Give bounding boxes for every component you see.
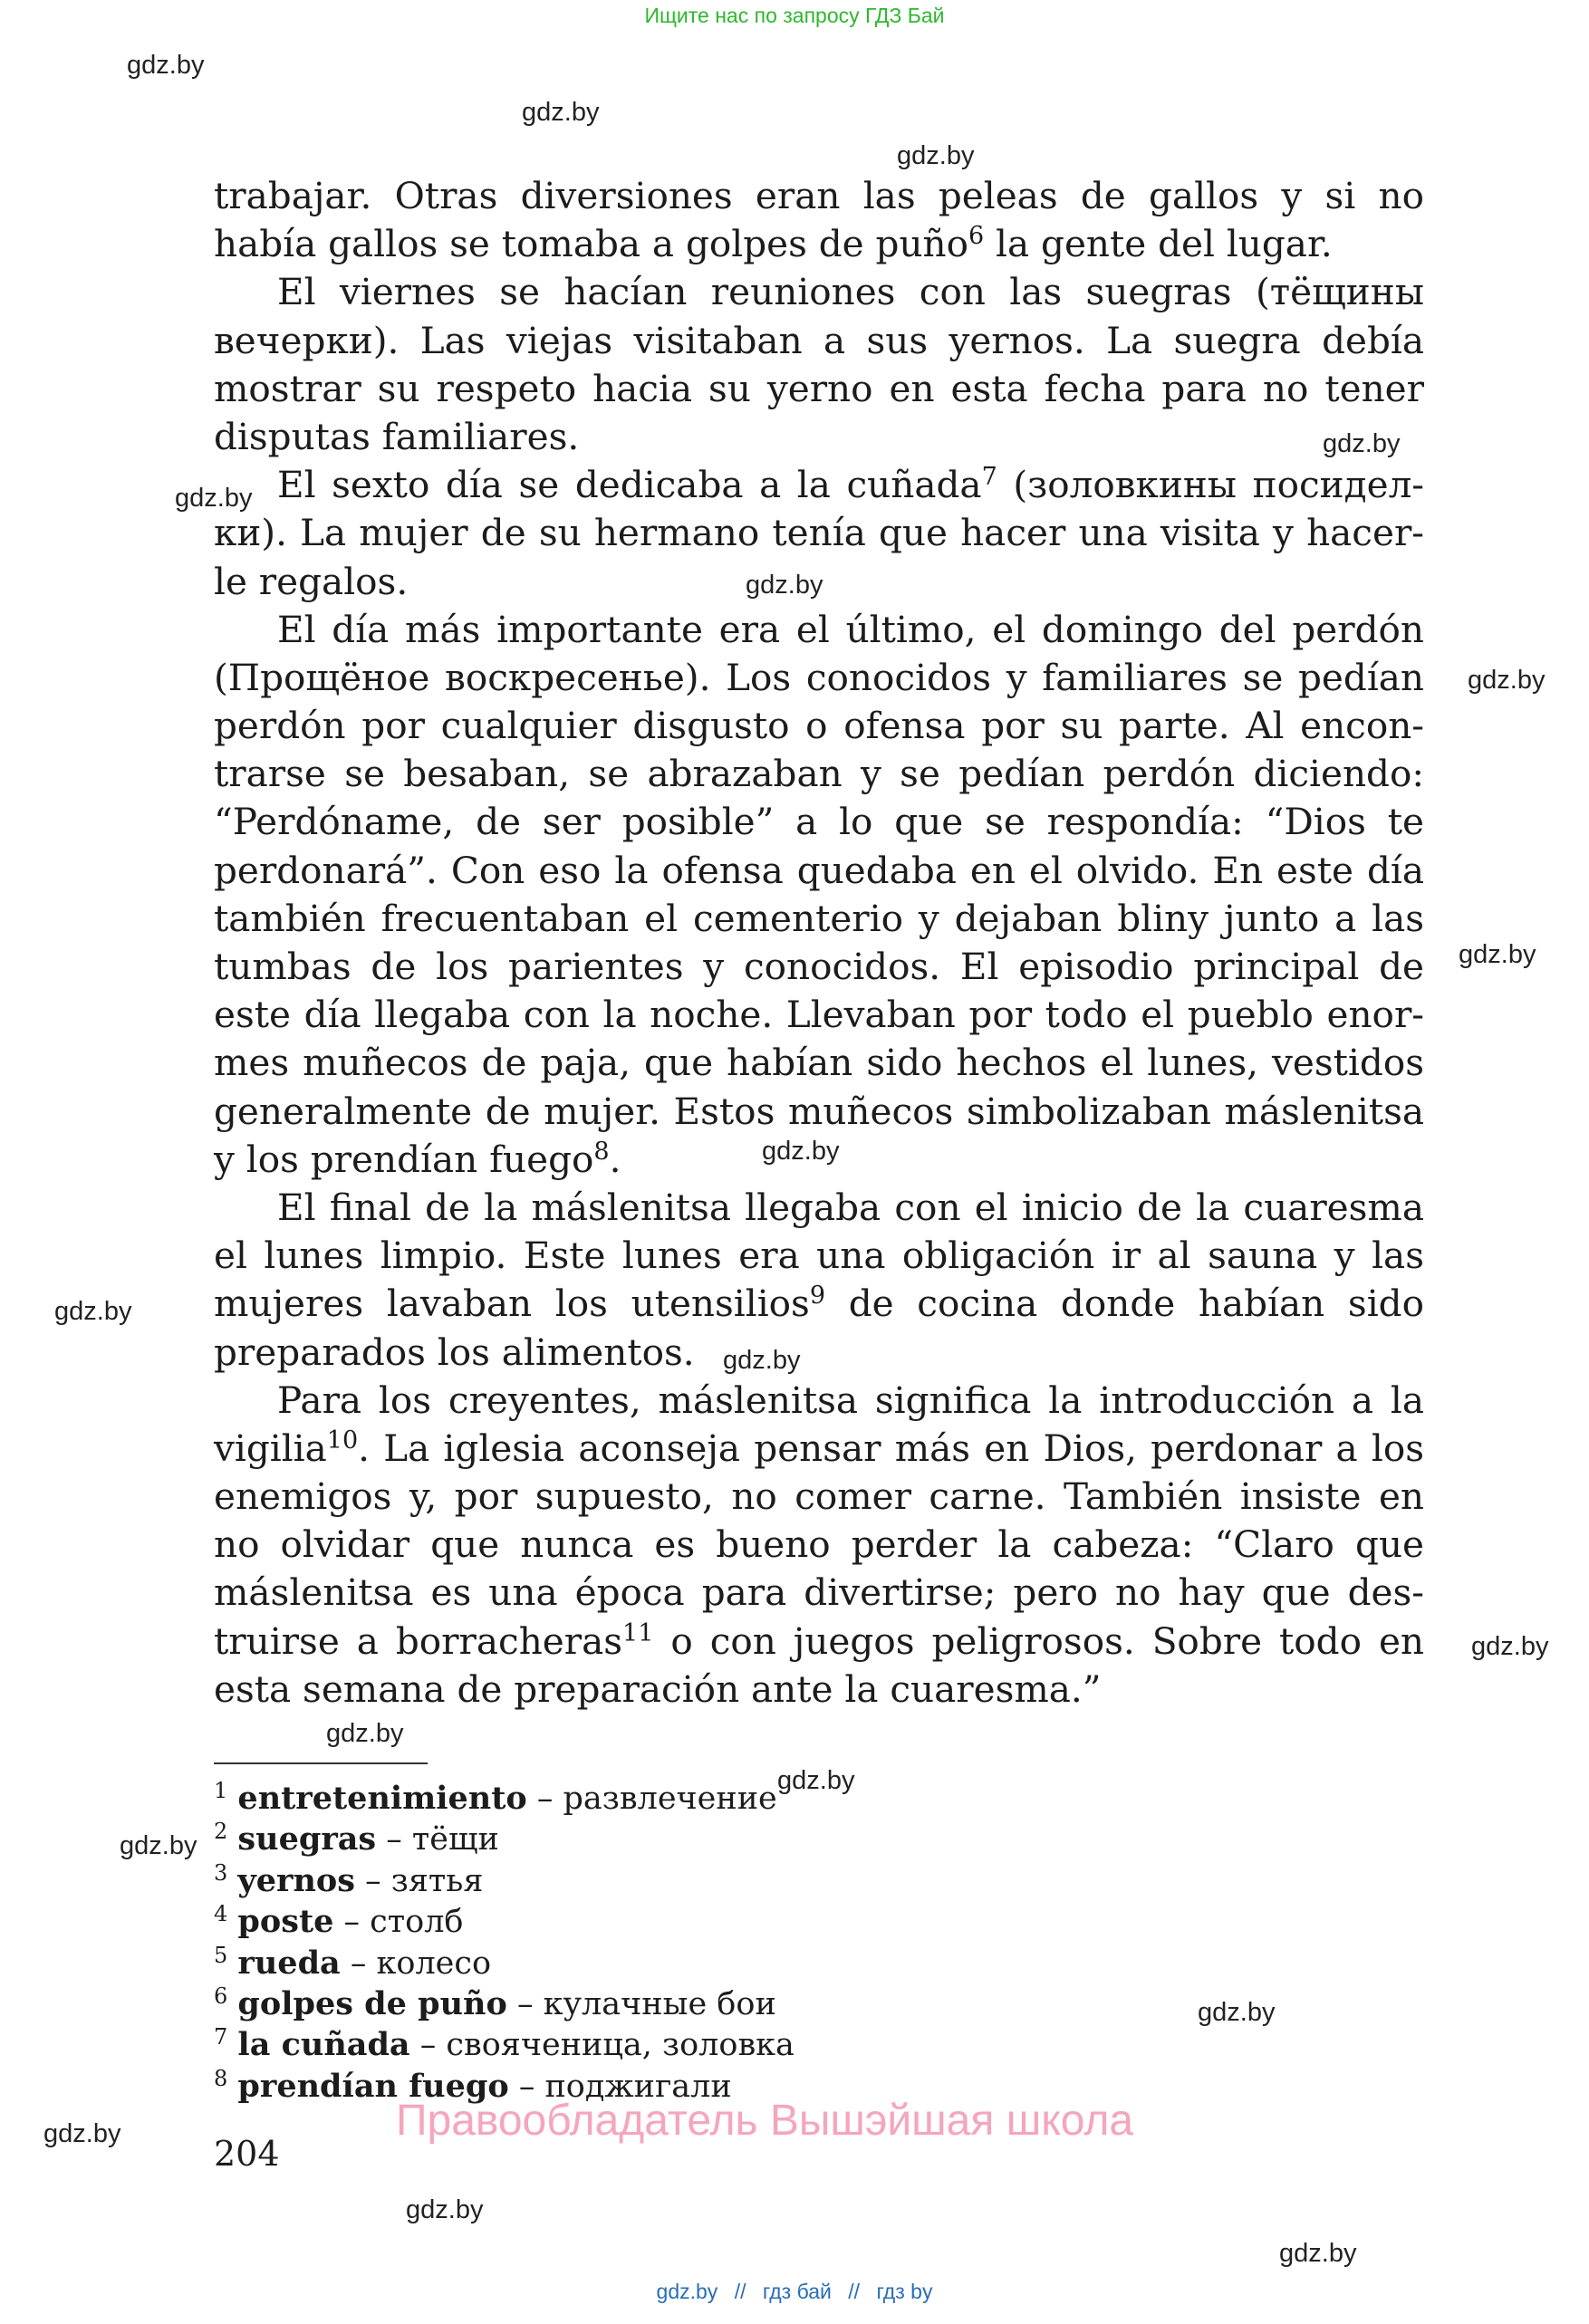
text-line — [214, 220, 1424, 268]
footnote-list — [214, 1778, 1029, 2107]
watermark: gdz.by — [175, 484, 253, 513]
footnote-term: golpes de puño — [237, 1984, 507, 2022]
line-text: (золовкины посидел- — [997, 463, 1424, 507]
footnote-number: 6 — [214, 1983, 228, 2009]
line-text: y los prendían fuego — [214, 1137, 594, 1181]
footer-separator: // — [848, 2280, 861, 2303]
text-line — [214, 1569, 1424, 1617]
line-text: “Perdóname, de ser posible” a lo que se respondía: “Dios te — [214, 800, 1424, 844]
watermark: gdz.by — [777, 1766, 855, 1795]
text-line — [214, 991, 1424, 1039]
line-text: perdonará”. Con eso la ofensa quedaba en el olvido. En este día — [214, 848, 1424, 892]
page-number: 204 — [214, 2134, 280, 2174]
paragraph — [214, 1377, 1424, 1714]
text-line — [214, 1088, 1424, 1136]
text-line — [214, 172, 1424, 220]
line-text: había gallos se tomaba a golpes de puño — [214, 222, 968, 266]
footnote-separator: – — [526, 1781, 563, 1817]
footnote-term: entretenimiento — [237, 1780, 527, 1817]
footnote-term: yernos — [237, 1861, 355, 1899]
watermark: gdz.by — [1323, 429, 1401, 458]
footnote-separator: – — [409, 2027, 447, 2064]
footnote-item — [214, 1943, 1029, 1983]
rights-holder-watermark: Правообладатель Вышэйшая школа — [396, 2097, 1134, 2145]
footnote-item — [214, 1860, 1029, 1901]
text-line — [214, 798, 1424, 846]
watermark: gdz.by — [54, 1297, 132, 1326]
watermark: gdz.by — [1471, 1632, 1549, 1661]
watermark: gdz.by — [762, 1137, 840, 1166]
footnote-marker: 6 — [968, 222, 985, 251]
watermark: gdz.by — [406, 2195, 484, 2224]
line-text: perdón por cualquier disgusto o ofensa por su parte. Al encon- — [214, 704, 1424, 748]
text-line — [214, 558, 1424, 606]
search-hint-link[interactable]: Ищите нас по запросу ГДЗ Бай — [644, 4, 945, 27]
line-text: mes muñecos de paja, que habían sido hechos el lunes, vestidos — [214, 1041, 1424, 1085]
watermark: gdz.by — [1279, 2239, 1357, 2268]
watermark: gdz.by — [897, 141, 975, 170]
text-line — [214, 1425, 1424, 1473]
text-line — [214, 895, 1424, 943]
text-line — [214, 268, 1424, 316]
line-text: El final de la máslenitsa llegaba con el inicio de la cuaresma — [277, 1185, 1424, 1229]
line-text: disputas familiares. — [214, 414, 580, 458]
line-text: no olvidar que nunca es bueno perder la cabeza: “Claro que — [214, 1522, 1424, 1567]
footnote-divider — [214, 1762, 428, 1764]
footnote-number: 7 — [214, 2024, 228, 2050]
line-text: . La iglesia aconseja pensar más en Dios, perdonar a los — [358, 1426, 1424, 1470]
footnote-marker: 8 — [593, 1137, 610, 1166]
text-line — [214, 461, 1424, 509]
footnote-translation: кулачные бои — [543, 1985, 776, 2022]
footnote-marker: 9 — [809, 1282, 826, 1311]
text-line — [214, 1473, 1424, 1521]
text-line — [214, 1377, 1424, 1425]
line-text: mostrar su respeto hacia su yerno en esta fecha para no tener — [214, 366, 1424, 410]
footer-link[interactable]: гдз by — [876, 2280, 933, 2303]
footnote-number: 3 — [214, 1859, 228, 1886]
footnote-translation: развлечение — [563, 1781, 777, 1817]
line-text: Para los creyentes, máslenitsa significa la introducción a la — [277, 1378, 1424, 1422]
footnote-number: 8 — [214, 2065, 228, 2091]
footnote-term: poste — [237, 1903, 334, 1941]
footnote-separator: – — [376, 1821, 412, 1858]
paragraph — [214, 461, 1424, 606]
line-text: . — [609, 1137, 621, 1181]
footnote-translation: зятья — [390, 1862, 484, 1899]
text-line — [214, 1039, 1424, 1087]
text-line — [214, 702, 1424, 750]
text-line — [214, 654, 1424, 702]
footnote-number: 1 — [214, 1778, 228, 1803]
text-line — [214, 750, 1424, 798]
line-text: la gente del lugar. — [984, 222, 1333, 266]
footnote-number: 2 — [214, 1819, 228, 1845]
footnote-separator: – — [340, 1945, 377, 1982]
line-text: máslenitsa es una época para divertirse; pero no hay que des- — [214, 1570, 1424, 1615]
line-text: de cocina donde habían sido — [825, 1282, 1424, 1326]
watermark: gdz.by — [43, 2119, 121, 2148]
text-line — [214, 1521, 1424, 1569]
line-text: ки). La mujer de su hermano tenía que hacer una visita y hacer- — [214, 511, 1424, 555]
text-line — [214, 1280, 1424, 1328]
text-line — [214, 509, 1424, 557]
line-text: El viernes se hacían reuniones con las suegras (тёщины — [277, 270, 1424, 314]
line-text: este día llegaba con la noche. Llevaban por todo el pueblo enor- — [214, 993, 1424, 1037]
footer-links — [0, 2280, 1589, 2304]
line-text: el lunes limpio. Este lunes era una obligación ir al sauna y las — [214, 1234, 1424, 1278]
footnote-term: prendían fuego — [237, 2067, 509, 2105]
watermark: gdz.by — [120, 1831, 197, 1860]
footnote-item — [214, 1819, 1029, 1859]
watermark: gdz.by — [522, 98, 600, 127]
footnote-translation: тёщи — [411, 1821, 499, 1858]
footnote-translation: колесо — [376, 1945, 492, 1982]
footnote-term: suegras — [237, 1820, 377, 1858]
footnote-marker: 7 — [981, 463, 997, 492]
line-text: vigilia — [214, 1426, 327, 1470]
line-text: también frecuentaban el cementerio y dejaban bliny junto a las — [214, 896, 1424, 940]
line-text: El sexto día se dedicaba a la cuñada — [277, 463, 982, 507]
line-text: mujeres lavaban los utensilios — [214, 1282, 810, 1326]
footer-link[interactable]: gdz.by — [656, 2280, 718, 2303]
footnote-item — [214, 1901, 1029, 1942]
text-line — [214, 1232, 1424, 1280]
footnote-translation: поджигали — [544, 2068, 732, 2105]
text-line — [214, 365, 1424, 413]
footnote-number: 5 — [214, 1942, 228, 1968]
footer-separator: // — [734, 2280, 746, 2303]
footnote-separator: – — [333, 1904, 371, 1941]
text-line — [214, 1666, 1424, 1714]
line-text: trabajar. Otras diversiones eran las peleas de gallos y si no — [214, 174, 1424, 217]
line-text: (Прощёное воскресенье). Los conocidos y familiares se pedían — [214, 655, 1424, 699]
watermark: gdz.by — [746, 571, 823, 600]
footnote-marker: 10 — [326, 1426, 359, 1455]
footnote-translation: столб — [370, 1904, 464, 1941]
footnote-marker: 11 — [622, 1618, 654, 1647]
paragraph — [214, 268, 1424, 461]
line-text: trarse se besaban, se abrazaban y se pedían perdón diciendo: — [214, 752, 1424, 796]
paragraph — [214, 172, 1424, 268]
footnote-separator: – — [508, 2068, 545, 2105]
text-line — [214, 1184, 1424, 1232]
line-text: El día más importante era el último, el domingo del perdón — [277, 607, 1424, 651]
watermark: gdz.by — [1198, 1998, 1276, 2027]
line-text: truirse a borracheras — [214, 1618, 623, 1663]
footnote-item — [214, 1778, 1029, 1819]
footnote-number: 4 — [214, 1901, 228, 1927]
text-line — [214, 1329, 1424, 1377]
line-text: generalmente de mujer. Estos muñecos simbolizaban máslenitsa — [214, 1089, 1424, 1133]
watermark: gdz.by — [127, 51, 205, 80]
footnote-separator: – — [354, 1862, 391, 1899]
footnote-separator: – — [506, 1985, 544, 2022]
text-line — [214, 317, 1424, 365]
watermark: gdz.by — [723, 1346, 801, 1375]
line-text: esta semana de preparación ante la cuaresma.” — [214, 1666, 1102, 1711]
paragraph — [214, 1184, 1424, 1377]
watermark: gdz.by — [326, 1719, 404, 1748]
line-text: вечерки). Las viejas visitaban a sus yernos. La suegra debía — [214, 318, 1424, 362]
footnote-term: rueda — [237, 1944, 341, 1982]
footer-link[interactable]: гдз бай — [762, 2280, 832, 2303]
paragraph — [214, 606, 1424, 1184]
footnote-item — [214, 1983, 1029, 2024]
text-line — [214, 943, 1424, 991]
main-text — [214, 172, 1424, 1714]
line-text: o con juegos peligrosos. Sobre todo en — [653, 1618, 1424, 1663]
line-text: preparados los alimentos. — [214, 1330, 695, 1374]
text-line — [214, 1136, 1424, 1184]
line-text: le regalos. — [214, 559, 409, 603]
text-line — [214, 606, 1424, 654]
line-text: tumbas de los parientes y conocidos. El episodio principal de — [214, 945, 1424, 988]
footnote-item — [214, 2024, 1029, 2065]
line-text: enemigos y, por supuesto, no comer carne. También insiste en — [214, 1474, 1424, 1519]
footnote-term: la cuñada — [237, 2026, 410, 2064]
text-line — [214, 847, 1424, 895]
watermark: gdz.by — [1459, 940, 1536, 969]
watermark: gdz.by — [1468, 666, 1546, 695]
text-line — [214, 1618, 1424, 1666]
text-line — [214, 413, 1424, 461]
footnote-translation: свояченица, золовка — [446, 2027, 794, 2064]
